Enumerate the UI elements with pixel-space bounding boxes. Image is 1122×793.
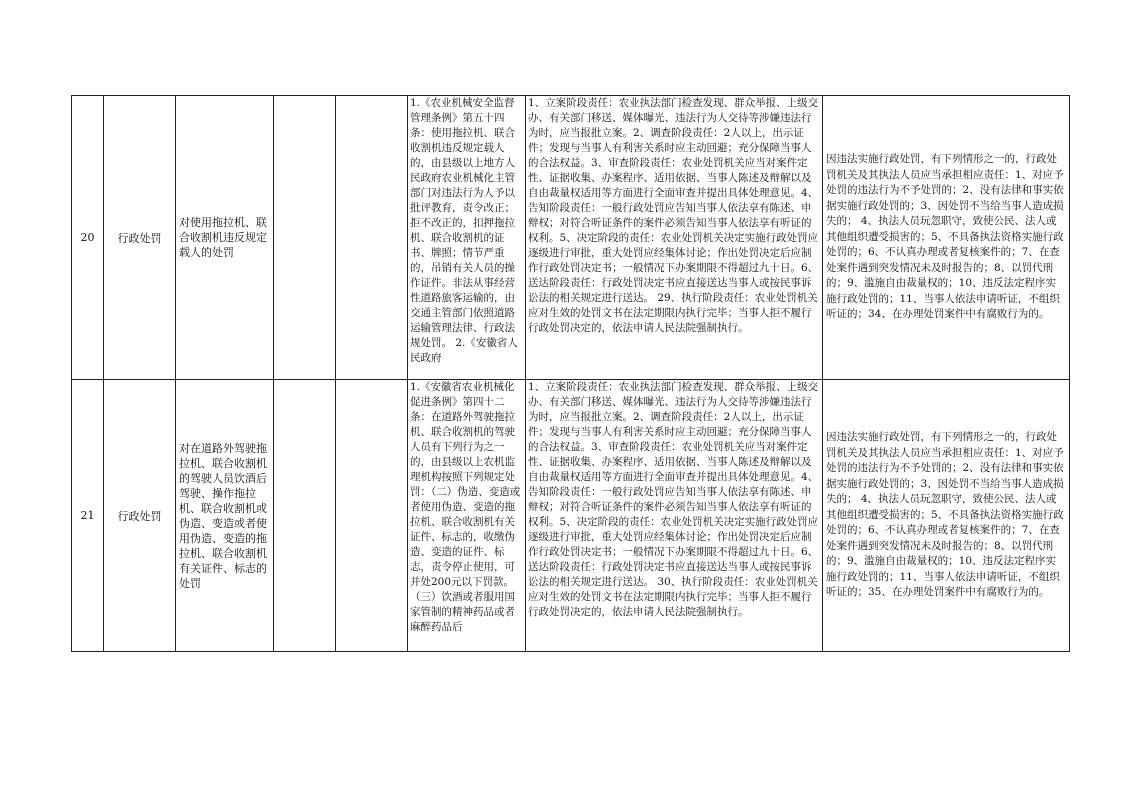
power-subject: 对在道路外驾驶拖拉机、联合收割机的驾驶人员饮酒后驾驶、操作拖拉机、联合收割机或伪造、变造或者使用伪造、变造的拖拉机、联合收割机有关证件、标志的处罚 [179, 441, 267, 590]
empty-cell [336, 96, 408, 380]
accountability-cell [823, 380, 1070, 652]
accountability-text: 因违法实施行政处罚，有下列情形之一的，行政处罚机关及其执法人员应当承担相应责任：1、对应予处罚的违法行为不予处罚的；2、没有法律和事实依据实施行政处罚的；3、因处罚不当给当事人造成损失的； 4、执法人员玩忽职守，致使公民、法人或其他组织遭受损害的；5、不具备执法资格实施行政处罚的；6、不认真办理或者复核案件的；7、在查处案件遇到突发情况未及时报告的；8、以罚代刑的；9、滥施自由裁量权的；10、违反法定程序实施行政处罚的；11、当事人依法申请听证，不组织听证的；35、在办理处罚案件中有腐败行为的。 [826, 431, 1064, 599]
power-subject: 对使用拖拉机、联合收割机违反规定载人的处罚 [179, 216, 267, 259]
duty-cell [526, 96, 823, 380]
table-row [72, 380, 1070, 652]
responsibility-table [71, 95, 1070, 652]
duty-text: 1、立案阶段责任：农业执法部门检查发现、群众举报、上级交办、有关部门移送、媒体曝光、违法行为人交待等涉嫌违法行为时，应当报批立案。2、调查阶段责任：2人以上，出示证件；发现与当事人有利害关系时应主动回避；充分保障当事人的合法权益。3、审查阶段责任：农业处罚机关应当对案件定性、证据收集、办案程序、适用依据、当事人陈述及辩解以及自由裁量权适用等方面进行全面审查并提出具体处理意见。4、告知阶段责任：一般行政处罚应告知当事人依法享有陈述、申辩权；对符合听证条件的案件必须告知当事人依法享有听证的权利。5、决定阶段的责任：农业处罚机关决定实施行政处罚应逐级进行审批，重大处罚应经集体讨论；作出处罚决定后应制作行政处罚决定书；一般情况下办案期限不得超过九十日。6、送达阶段责任：行政处罚决定书应直接送达当事人或按民事诉讼法的相关规定进行送达。 30、执行阶段责任：农业处罚机关应对生效的处罚文书在法定期限内执行完毕；当事人拒不履行行政处罚决定的，依法申请人民法院强制执行。 [528, 381, 819, 618]
accountability-cell [823, 96, 1070, 380]
duty-text: 1、立案阶段责任：农业执法部门检查发现、群众举报、上级交办、有关部门移送、媒体曝光、违法行为人交待等涉嫌违法行为时，应当报批立案。2、调查阶段责任：2人以上，出示证件；发现与当事人有利害关系时应主动回避；充分保障当事人的合法权益。3、审查阶段责任：农业处罚机关应当对案件定性、证据收集、办案程序、适用依据、当事人陈述及辩解以及自由裁量权适用等方面进行全面审查并提出具体处理意见。4、告知阶段责任：一般行政处罚应告知当事人依法享有陈述、申辩权；对符合听证条件的案件必须告知当事人依法享有听证的权利。5、决定阶段的责任：农业处罚机关决定实施行政处罚应逐级进行审批，重大处罚应经集体讨论；作出处罚决定后应制作行政处罚决定书；一般情况下办案期限不得超过九十日。6、送达阶段责任：行政处罚决定书应直接送达当事人或按民事诉讼法的相关规定进行送达。 29、执行阶段责任：农业处罚机关应对生效的处罚文书在法定期限内执行完毕；当事人拒不履行行政处罚决定的，依法申请人民法院强制执行。 [528, 97, 819, 334]
empty-cell [274, 380, 336, 652]
power-type: 行政处罚 [104, 380, 176, 652]
legal-basis-cell [408, 380, 526, 652]
duty-cell [526, 380, 823, 652]
row-number: 21 [72, 380, 104, 652]
table-row [72, 96, 1070, 380]
power-subject-cell [176, 380, 274, 652]
power-subject-cell [176, 96, 274, 380]
power-type: 行政处罚 [104, 96, 176, 380]
row-number: 20 [72, 96, 104, 380]
legal-basis-cell [408, 96, 526, 380]
accountability-text: 因违法实施行政处罚，有下列情形之一的，行政处罚机关及其执法人员应当承担相应责任：1、对应予处罚的违法行为不予处罚的；2、没有法律和事实依据实施行政处罚的；3、因处罚不当给当事人造成损失的； 4、执法人员玩忽职守，致使公民、法人或其他组织遭受损害的；5、不具备执法资格实施行政处罚的；6、不认真办理或者复核案件的；7、在查处案件遇到突发情况未及时报告的；8、以罚代刑的；9、滥施自由裁量权的；10、违反法定程序实施行政处罚的；11、当事人依法申请听证，不组织听证的；34、在办理处罚案件中有腐败行为的。 [826, 153, 1064, 321]
empty-cell [336, 380, 408, 652]
empty-cell [274, 96, 336, 380]
legal-basis: 1.《农业机械安全监督管理条例》第五十四条：使用拖拉机、联合收割机违反规定载人的，由县级以上地方人民政府农业机械化主管部门对违法行为人予以批评教育，责令改正；拒不改正的，扣押拖拉机、联合收割机的证书、牌照；情节严重的，吊销有关人员的操作证件。非法从事经营性道路旅客运输的，由交通主管部门依照道路运输管理法律、行政法规处罚。 2.《安徽省人民政府 [410, 97, 518, 364]
legal-basis: 1.《安徽省农业机械化促进条例》第四十二条：在道路外驾驶拖拉机、联合收割机的驾驶人员有下列行为之一的，由县级以上农机监理机构按照下列规定处罚：（二）伪造、变造或者使用伪造、变造的拖拉机、联合收割机有关证件、标志的，收缴伪造、变造的证件、标志，责令停止使用，可并处200元以下罚款。（三）饮酒或者服用国家管制的精神药品或者麻醉药品后 [410, 381, 521, 633]
